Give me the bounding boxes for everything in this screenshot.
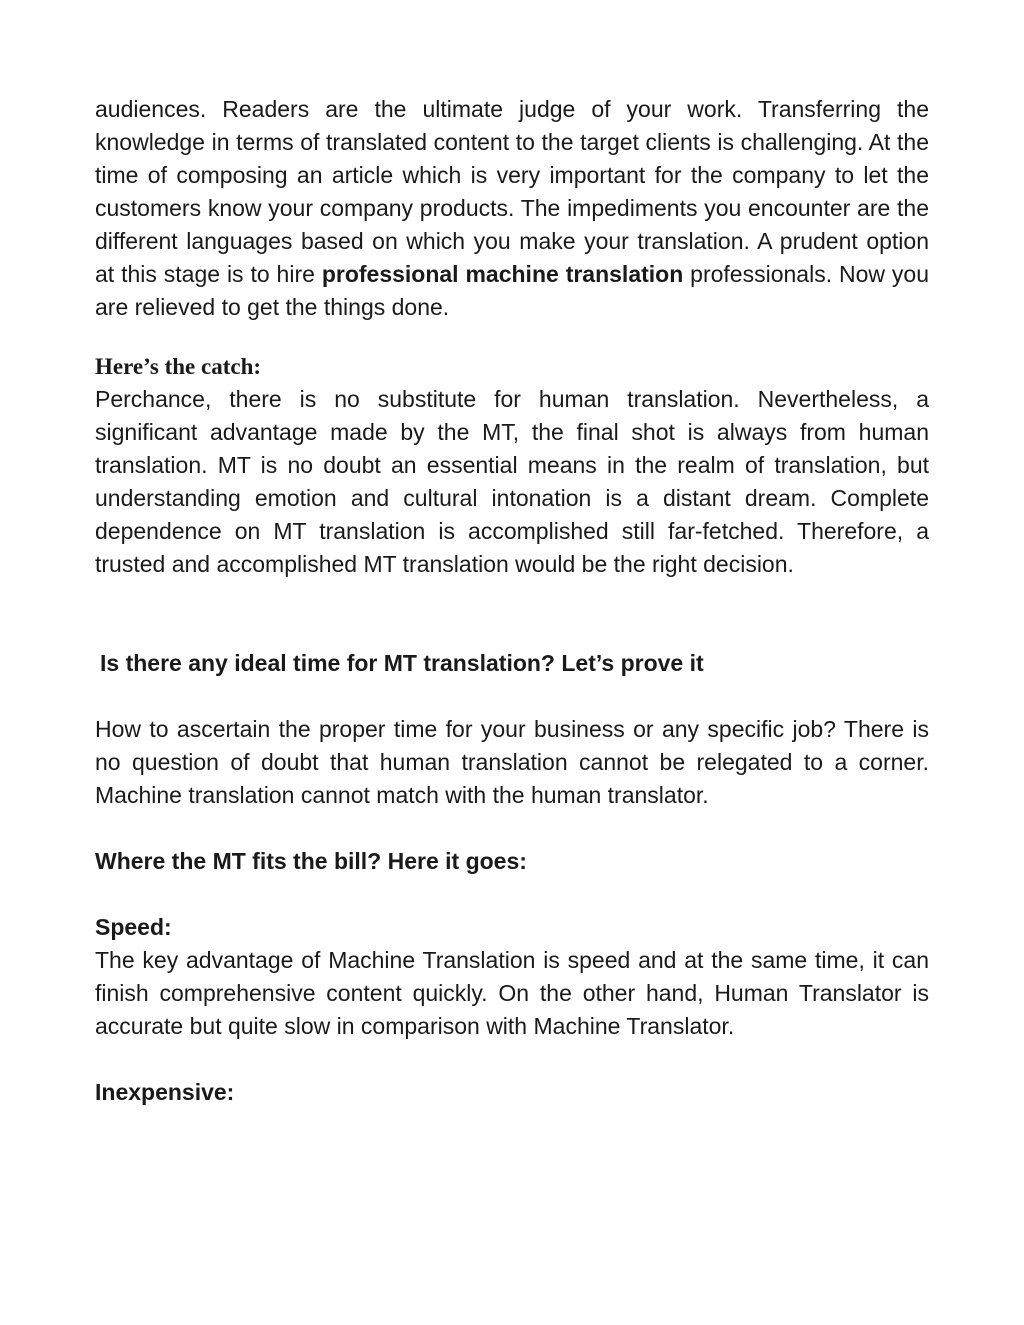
catch-paragraph: Perchance, there is no substitute for human translation. Nevertheless, a significant advantage made by the MT, the final shot is always from human translation. MT is no doubt an essential means in the realm of translation, but understanding emotion and cultural intonation is a distant dream. Complete dependence on MT translation is accomplished still far-fetched. Therefore, a trusted and accomplished MT translation would be the right decision. — [95, 386, 929, 577]
intro-text-end: professionals. Now you are relieved to get the things done. — [95, 261, 929, 320]
inexpensive-heading: Inexpensive: — [95, 1079, 235, 1105]
document-page — [95, 93, 929, 1109]
ideal-time-paragraph: How to ascertain the proper time for your business or any specific job? There is no question of doubt that human translation cannot be relegated to a corner. Machine translation cannot match with the human translator. — [95, 716, 929, 808]
speed-heading: Speed: — [95, 914, 172, 940]
ideal-time-heading: Is there any ideal time for MT translation? Let’s prove it — [100, 650, 704, 676]
speed-paragraph: The key advantage of Machine Translation is speed and at the same time, it can finish comprehensive content quickly. On the other hand, Human Translator is accurate but quite slow in comparison with Machine Translator. — [95, 947, 929, 1039]
catch-heading: Here’s the catch: — [95, 354, 262, 379]
intro-text-start: audiences. Readers are the ultimate judge of your work. Transferring the knowledge in terms of translated content to the target clients is challenging. At the time of composing an article which is very important for the company to let the customers know your company products. The impediments you encounter are the different languages based on which you make your translation. A prudent option at this stage is to hire — [95, 96, 929, 287]
intro-paragraph — [95, 93, 929, 324]
bold-keyword: professional machine translation — [321, 261, 684, 287]
fits-heading: Where the MT fits the bill? Here it goes: — [95, 848, 527, 874]
